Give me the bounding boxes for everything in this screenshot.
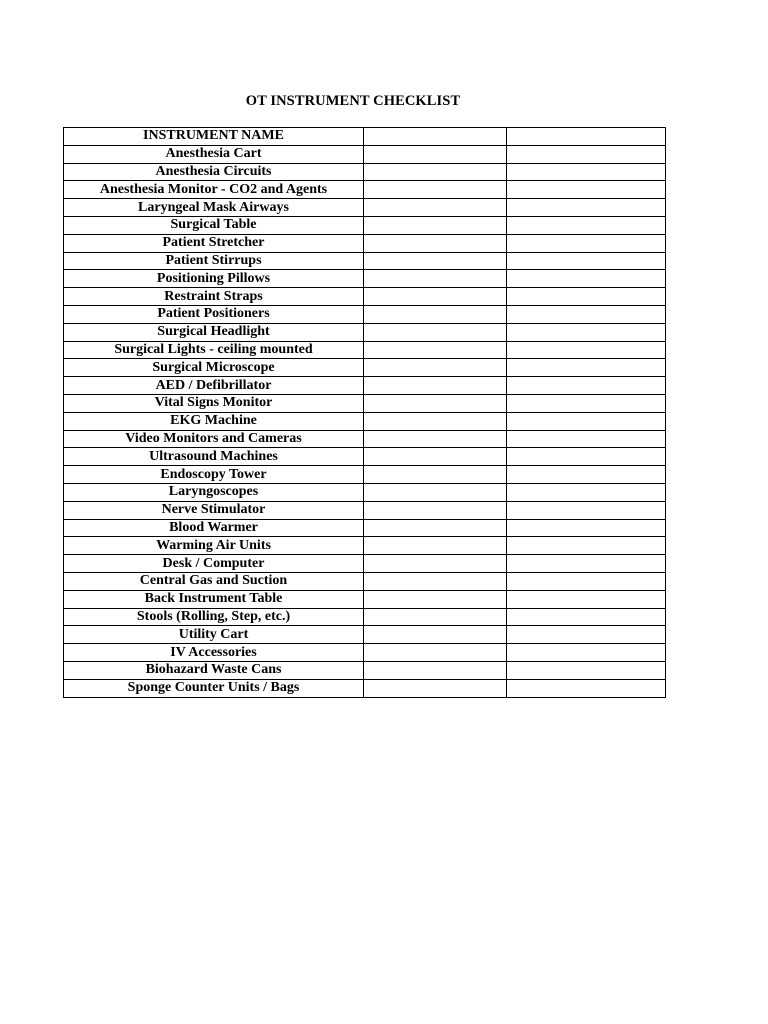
- check-cell-1[interactable]: [364, 430, 507, 448]
- check-cell-2[interactable]: [507, 412, 666, 430]
- check-cell-2[interactable]: [507, 466, 666, 484]
- check-cell-1[interactable]: [364, 555, 507, 573]
- table-row: [64, 466, 666, 484]
- check-cell-1[interactable]: [364, 305, 507, 323]
- table-header-row: [64, 128, 666, 146]
- check-cell-2[interactable]: [507, 234, 666, 252]
- check-cell-2[interactable]: [507, 483, 666, 501]
- table-row: [64, 626, 666, 644]
- instrument-name-cell: Laryngeal Mask Airways: [64, 199, 364, 217]
- check-cell-2[interactable]: [507, 644, 666, 662]
- table-row: [64, 305, 666, 323]
- instrument-name-cell: Biohazard Waste Cans: [64, 661, 364, 679]
- check-cell-1[interactable]: [364, 181, 507, 199]
- check-cell-1[interactable]: [364, 199, 507, 217]
- instrument-name-cell: Patient Positioners: [64, 305, 364, 323]
- instrument-name-cell: Desk / Computer: [64, 555, 364, 573]
- table-row: [64, 234, 666, 252]
- instrument-name-cell: IV Accessories: [64, 644, 364, 662]
- check-cell-1[interactable]: [364, 679, 507, 697]
- instrument-name-cell: Back Instrument Table: [64, 590, 364, 608]
- check-cell-2[interactable]: [507, 323, 666, 341]
- check-cell-2[interactable]: [507, 270, 666, 288]
- table-row: [64, 679, 666, 697]
- instrument-checklist-table: [63, 127, 666, 698]
- check-cell-1[interactable]: [364, 394, 507, 412]
- check-cell-1[interactable]: [364, 377, 507, 395]
- instrument-name-cell: EKG Machine: [64, 412, 364, 430]
- table-row: [64, 501, 666, 519]
- instrument-name-cell: Surgical Headlight: [64, 323, 364, 341]
- table-row: [64, 590, 666, 608]
- table-row: [64, 216, 666, 234]
- table-row: [64, 608, 666, 626]
- instrument-name-cell: Surgical Lights - ceiling mounted: [64, 341, 364, 359]
- check-cell-1[interactable]: [364, 252, 507, 270]
- check-cell-1[interactable]: [364, 448, 507, 466]
- table-row: [64, 448, 666, 466]
- table-row: [64, 483, 666, 501]
- check-cell-1[interactable]: [364, 288, 507, 306]
- check-cell-1[interactable]: [364, 466, 507, 484]
- instrument-name-cell: Surgical Microscope: [64, 359, 364, 377]
- check-cell-2[interactable]: [507, 430, 666, 448]
- instrument-name-cell: Patient Stretcher: [64, 234, 364, 252]
- instrument-name-cell: Blood Warmer: [64, 519, 364, 537]
- check-cell-1[interactable]: [364, 270, 507, 288]
- check-cell-2[interactable]: [507, 661, 666, 679]
- check-cell-2[interactable]: [507, 216, 666, 234]
- check-cell-1[interactable]: [364, 644, 507, 662]
- check-cell-2[interactable]: [507, 572, 666, 590]
- check-cell-2[interactable]: [507, 679, 666, 697]
- table-row: [64, 661, 666, 679]
- instrument-name-cell: Anesthesia Circuits: [64, 163, 364, 181]
- table-row: [64, 519, 666, 537]
- check-cell-2[interactable]: [507, 181, 666, 199]
- instrument-name-cell: Sponge Counter Units / Bags: [64, 679, 364, 697]
- check-cell-1[interactable]: [364, 341, 507, 359]
- table-row: [64, 199, 666, 217]
- instrument-name-cell: Positioning Pillows: [64, 270, 364, 288]
- checklist-body: [64, 128, 666, 698]
- instrument-name-cell: Anesthesia Cart: [64, 145, 364, 163]
- instrument-name-cell: Endoscopy Tower: [64, 466, 364, 484]
- header-check-column-1: [364, 128, 507, 146]
- check-cell-2[interactable]: [507, 394, 666, 412]
- check-cell-1[interactable]: [364, 661, 507, 679]
- check-cell-2[interactable]: [507, 288, 666, 306]
- table-row: [64, 163, 666, 181]
- check-cell-2[interactable]: [507, 199, 666, 217]
- instrument-name-cell: Restraint Straps: [64, 288, 364, 306]
- table-row: [64, 359, 666, 377]
- instrument-name-cell: Laryngoscopes: [64, 483, 364, 501]
- check-cell-1[interactable]: [364, 323, 507, 341]
- check-cell-1[interactable]: [364, 501, 507, 519]
- check-cell-1[interactable]: [364, 572, 507, 590]
- check-cell-2[interactable]: [507, 377, 666, 395]
- table-row: [64, 430, 666, 448]
- header-instrument-name: INSTRUMENT NAME: [64, 128, 364, 146]
- table-row: [64, 572, 666, 590]
- check-cell-2[interactable]: [507, 590, 666, 608]
- check-cell-1[interactable]: [364, 537, 507, 555]
- instrument-name-cell: Warming Air Units: [64, 537, 364, 555]
- check-cell-1[interactable]: [364, 359, 507, 377]
- table-row: [64, 412, 666, 430]
- table-row: [64, 644, 666, 662]
- table-row: [64, 555, 666, 573]
- check-cell-2[interactable]: [507, 626, 666, 644]
- check-cell-1[interactable]: [364, 216, 507, 234]
- check-cell-2[interactable]: [507, 501, 666, 519]
- check-cell-1[interactable]: [364, 163, 507, 181]
- table-row: [64, 341, 666, 359]
- check-cell-2[interactable]: [507, 341, 666, 359]
- instrument-name-cell: Utility Cart: [64, 626, 364, 644]
- check-cell-2[interactable]: [507, 519, 666, 537]
- instrument-name-cell: Ultrasound Machines: [64, 448, 364, 466]
- check-cell-2[interactable]: [507, 555, 666, 573]
- table-row: [64, 270, 666, 288]
- instrument-name-cell: Patient Stirrups: [64, 252, 364, 270]
- table-row: [64, 537, 666, 555]
- check-cell-1[interactable]: [364, 608, 507, 626]
- instrument-name-cell: AED / Defibrillator: [64, 377, 364, 395]
- table-row: [64, 145, 666, 163]
- table-row: [64, 252, 666, 270]
- check-cell-1[interactable]: [364, 483, 507, 501]
- instrument-name-cell: Video Monitors and Cameras: [64, 430, 364, 448]
- header-check-column-2: [507, 128, 666, 146]
- check-cell-1[interactable]: [364, 590, 507, 608]
- check-cell-1[interactable]: [364, 412, 507, 430]
- check-cell-2[interactable]: [507, 359, 666, 377]
- check-cell-2[interactable]: [507, 537, 666, 555]
- instrument-name-cell: Central Gas and Suction: [64, 572, 364, 590]
- check-cell-2[interactable]: [507, 163, 666, 181]
- table-row: [64, 181, 666, 199]
- table-row: [64, 288, 666, 306]
- check-cell-2[interactable]: [507, 608, 666, 626]
- check-cell-1[interactable]: [364, 626, 507, 644]
- check-cell-1[interactable]: [364, 145, 507, 163]
- instrument-name-cell: Surgical Table: [64, 216, 364, 234]
- check-cell-1[interactable]: [364, 234, 507, 252]
- instrument-name-cell: Stools (Rolling, Step, etc.): [64, 608, 364, 626]
- instrument-name-cell: Anesthesia Monitor - CO2 and Agents: [64, 181, 364, 199]
- instrument-name-cell: Nerve Stimulator: [64, 501, 364, 519]
- instrument-name-cell: Vital Signs Monitor: [64, 394, 364, 412]
- document-title: OT INSTRUMENT CHECKLIST: [245, 93, 461, 109]
- table-row: [64, 323, 666, 341]
- check-cell-2[interactable]: [507, 145, 666, 163]
- check-cell-2[interactable]: [507, 448, 666, 466]
- check-cell-2[interactable]: [507, 305, 666, 323]
- table-row: [64, 394, 666, 412]
- check-cell-1[interactable]: [364, 519, 507, 537]
- table-row: [64, 377, 666, 395]
- check-cell-2[interactable]: [507, 252, 666, 270]
